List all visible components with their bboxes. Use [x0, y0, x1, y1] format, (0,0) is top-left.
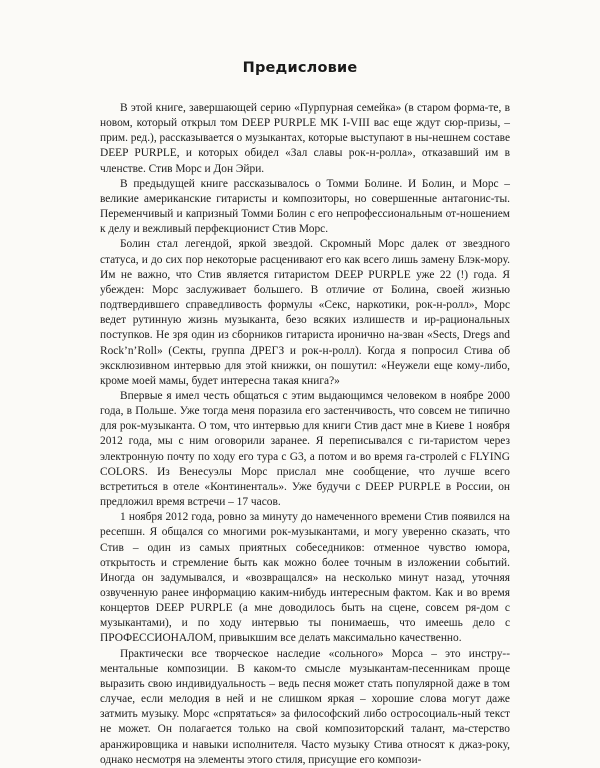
paragraph: Впервые я имел честь общаться с этим выдающимся человеком в ноябре 2000 года, в Польше. Уже тогда меня поразила его застенчивость, что совсем не типично для рок-музыканта. О том, что интервью для книги Стив даст мне в Киеве 1 ноября 2012 года, мы с ним оговорили заранее. Я переписывался с ги-таристом через электронную почту по ходу его тура с G3, а потом и во время га-стролей с FLYING COLORS. Из Венесуэлы Морс прислал мне сообщение, что лучше всего встретиться в отеле «Континенталь». Уже будучи с DEEP PURPLE в России, он предложил время встречи – 17 часов. [100, 389, 510, 509]
body-text [100, 101, 510, 768]
paragraph: 1 ноября 2012 года, ровно за минуту до намеченного времени Стив появился на ресепшн. Я общался со многими рок-музыкантами, и могу уверенно сказать, что Стив – один из самых приятных собеседников: отменное чувство юмора, открытость и стремление быть как можно более точным в изложении событий. Иногда он задумывался, и «возвращался» на несколько минут назад, уточняя озвученную ранее информацию каким-нибудь интересным фактом. Как и во время концертов DEEP PURPLE (а мне доводилось быть на сцене, совсем ря-дом с музыкантами), и по ходу интервью ты понимаешь, что имеешь дело с ПРОФЕССИОНАЛОМ, привыкшим все делать максимально качественно. [100, 511, 510, 645]
paragraph: Практически все творческое наследие «сольного» Морса – это инстру-ментальные композиции. В каком-то смысле музыкантам-песенникам проще выразить свою индивидуальность – ведь песня может стать популярной даже в том случае, если мелодия в ней и не слишком яркая – хорошие слова могут даже затмить музыку. Морс «спрятаться» за философский либо остросоциаль-ный текст не может. Он полагается только на свой композиторский талант, ма-стерство аранжировщика и навыки исполнителя. Часто музыку Стива относят к джаз-року, однако несмотря на элементы этого стиля, присущие его компози- [100, 647, 510, 766]
paragraph: Болин стал легендой, яркой звездой. Скромный Морс далек от звездного статуса, и до сих пор некоторые расценивают его как всего лишь замену Блэк-мору. Им не важно, что Стив является гитаристом DEEP PURPLE уже 22 (!) года. Я убежден: Морс заслуживает большего. В отличие от Болина, своей жизнью подтвердившего справедливость формулы «Секс, наркотики, рок-н-ролл», Морс ведет рутинную жизнь музыканта, безо всяких излишеств и ир-рациональных поступков. Не зря один из сборников гитариста иронично на-зван «Sects, Dregs and Rock’n’Roll» (Секты, группа ДРЕГЗ и рок-н-ролл). Когда я попросил Стива об эксклюзивном интервью для этой книжки, он пошутил: «Неужели еще кому-либо, кроме моей мамы, будет интересна такая книга?» [100, 238, 510, 387]
page-title: Предисловие [242, 60, 358, 76]
paragraph: В предыдущей книге рассказывалось о Томми Болине. И Болин, и Морс – великие американские гитаристы и композиторы, но совершенные антагонис-ты. Переменчивый и капризный Томми Болин с его непрофессиональным от-ношением к делу и вежливый перфекционист Стив Морс. [100, 177, 510, 236]
paragraph: В этой книге, завершающей серию «Пурпурная семейка» (в старом форма-те, в новом, который открыл том DEEP PURPLE MK I-VIII вас еще ждут сюр-призы, – прим. ред.), рассказывается о музыкантах, которые выступают в ны-нешнем составе DEEP PURPLE, и которых обидел «Зал славы рок-н-ролла», отказавший им в членстве. Стив Морс и Дон Эйри. [100, 102, 510, 175]
